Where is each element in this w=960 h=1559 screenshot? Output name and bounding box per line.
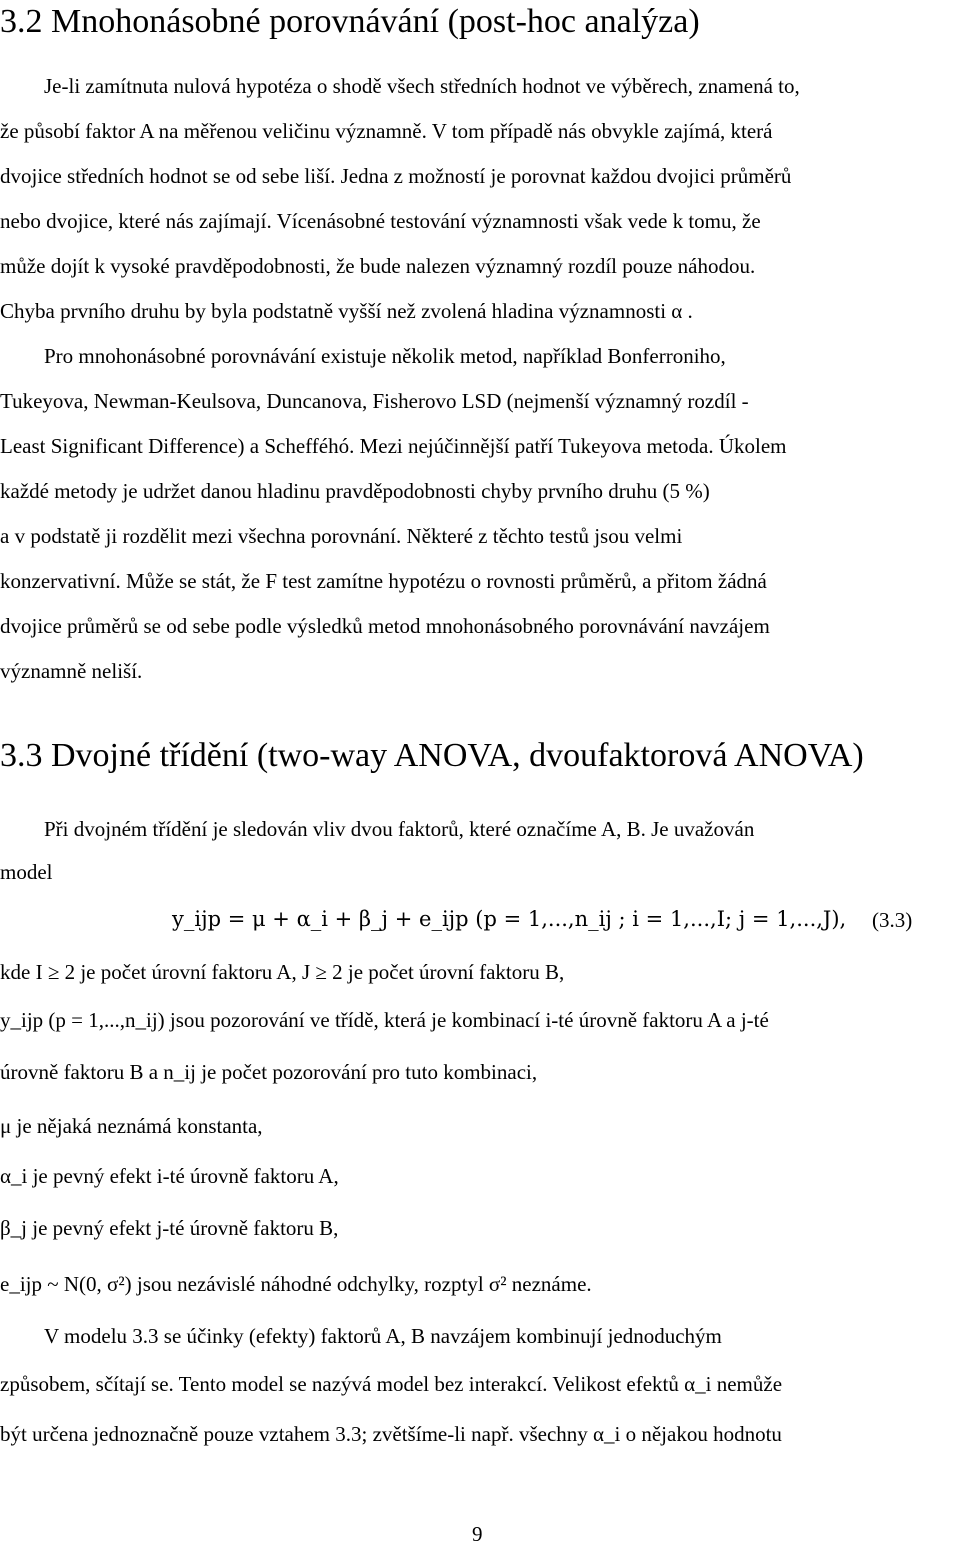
- s32-line-11: a v podstatě ji rozdělit mezi všechna porovnání. Některé z těchto testů jsou velmi: [0, 524, 683, 548]
- s32-line-14: významně neliší.: [0, 659, 143, 683]
- closing-line-3: být určena jednoznačně pouze vztahem 3.3; zvětšíme-li např. všechny α_i o nějakou hodnotu: [0, 1422, 782, 1446]
- s32-line-13: dvojice průměrů se od sebe podle výsledků metod mnohonásobného porovnávání navzájem: [0, 614, 770, 638]
- s32-line-4: nebo dvojice, které nás zajímají. Vícenásobné testování významnosti však vede k tomu, že: [0, 209, 761, 233]
- page-number: 9: [472, 1522, 483, 1546]
- section-3-2-heading: 3.2 Mnohonásobné porovnávání (post-hoc analýza): [0, 3, 700, 40]
- def-observations-cont: úrovně faktoru B a n_ij je počet pozorování pro tuto kombinaci,: [0, 1060, 538, 1084]
- def-alpha: α_i je pevný efekt i-té úrovně faktoru A,: [0, 1164, 339, 1188]
- s32-line-2: že působí faktor A na měřenou veličinu významně. V tom případě nás obvykle zajímá, která: [0, 119, 773, 143]
- s32-line-3: dvojice středních hodnot se od sebe liší. Jedna z možností je porovnat každou dvojici průměrů: [0, 164, 792, 188]
- s32-line-9: Least Significant Difference) a Schefféhó. Mezi nejúčinnější patří Tukeyova metoda. Úkolem: [0, 434, 787, 458]
- equation-number: (3.3): [872, 908, 913, 932]
- def-levels: kde I ≥ 2 je počet úrovní faktoru A, J ≥ 2 je počet úrovní faktoru B,: [0, 960, 565, 984]
- s32-line-8: Tukeyova, Newman-Keulsova, Duncanova, Fisherovo LSD (nejmenší významný rozdíl -: [0, 389, 749, 413]
- s32-line-10: každé metody je udržet danou hladinu pravděpodobnosti chyby prvního druhu (5 %): [0, 479, 710, 503]
- s33-intro-line-1: Při dvojném třídění je sledován vliv dvou faktorů, které označíme A, B. Je uvažován: [44, 817, 755, 841]
- def-mu: μ je nějaká neznámá konstanta,: [0, 1114, 263, 1138]
- s32-line-6: Chyba prvního druhu by byla podstatně vyšší než zvolená hladina významnosti α .: [0, 299, 693, 323]
- closing-line-1: V modelu 3.3 se účinky (efekty) faktorů A, B navzájem kombinují jednoduchým: [44, 1324, 722, 1348]
- def-beta: β_j je pevný efekt j-té úrovně faktoru B,: [0, 1216, 339, 1240]
- section-3-3-heading: 3.3 Dvojné třídění (two-way ANOVA, dvoufaktorová ANOVA): [0, 737, 864, 774]
- def-error: e_ijp ~ N(0, σ²) jsou nezávislé náhodné odchylky, rozptyl σ² neznáme.: [0, 1272, 592, 1296]
- s32-line-7: Pro mnohonásobné porovnávání existuje několik metod, například Bonferroniho,: [44, 344, 726, 368]
- s33-intro-line-2: model: [0, 860, 53, 884]
- s32-line-12: konzervativní. Může se stát, že F test zamítne hypotézu o rovnosti průměrů, a přitom žádná: [0, 569, 767, 593]
- def-observations: y_ijp (p = 1,...,n_ij) jsou pozorování ve třídě, která je kombinací i-té úrovně faktoru A a j-té: [0, 1008, 769, 1032]
- equation-3-3: y_ijp = μ + α_i + β_j + e_ijp (p = 1,...,n_ij ; i = 1,...,I; j = 1,...,J),: [172, 907, 847, 931]
- closing-line-2: způsobem, sčítají se. Tento model se nazývá model bez interakcí. Velikost efektů α_i nemůže: [0, 1372, 783, 1396]
- s32-line-1: Je-li zamítnuta nulová hypotéza o shodě všech středních hodnot ve výběrech, znamená to,: [44, 74, 800, 98]
- s32-line-5: může dojít k vysoké pravděpodobnosti, že bude nalezen významný rozdíl pouze náhodou.: [0, 254, 756, 278]
